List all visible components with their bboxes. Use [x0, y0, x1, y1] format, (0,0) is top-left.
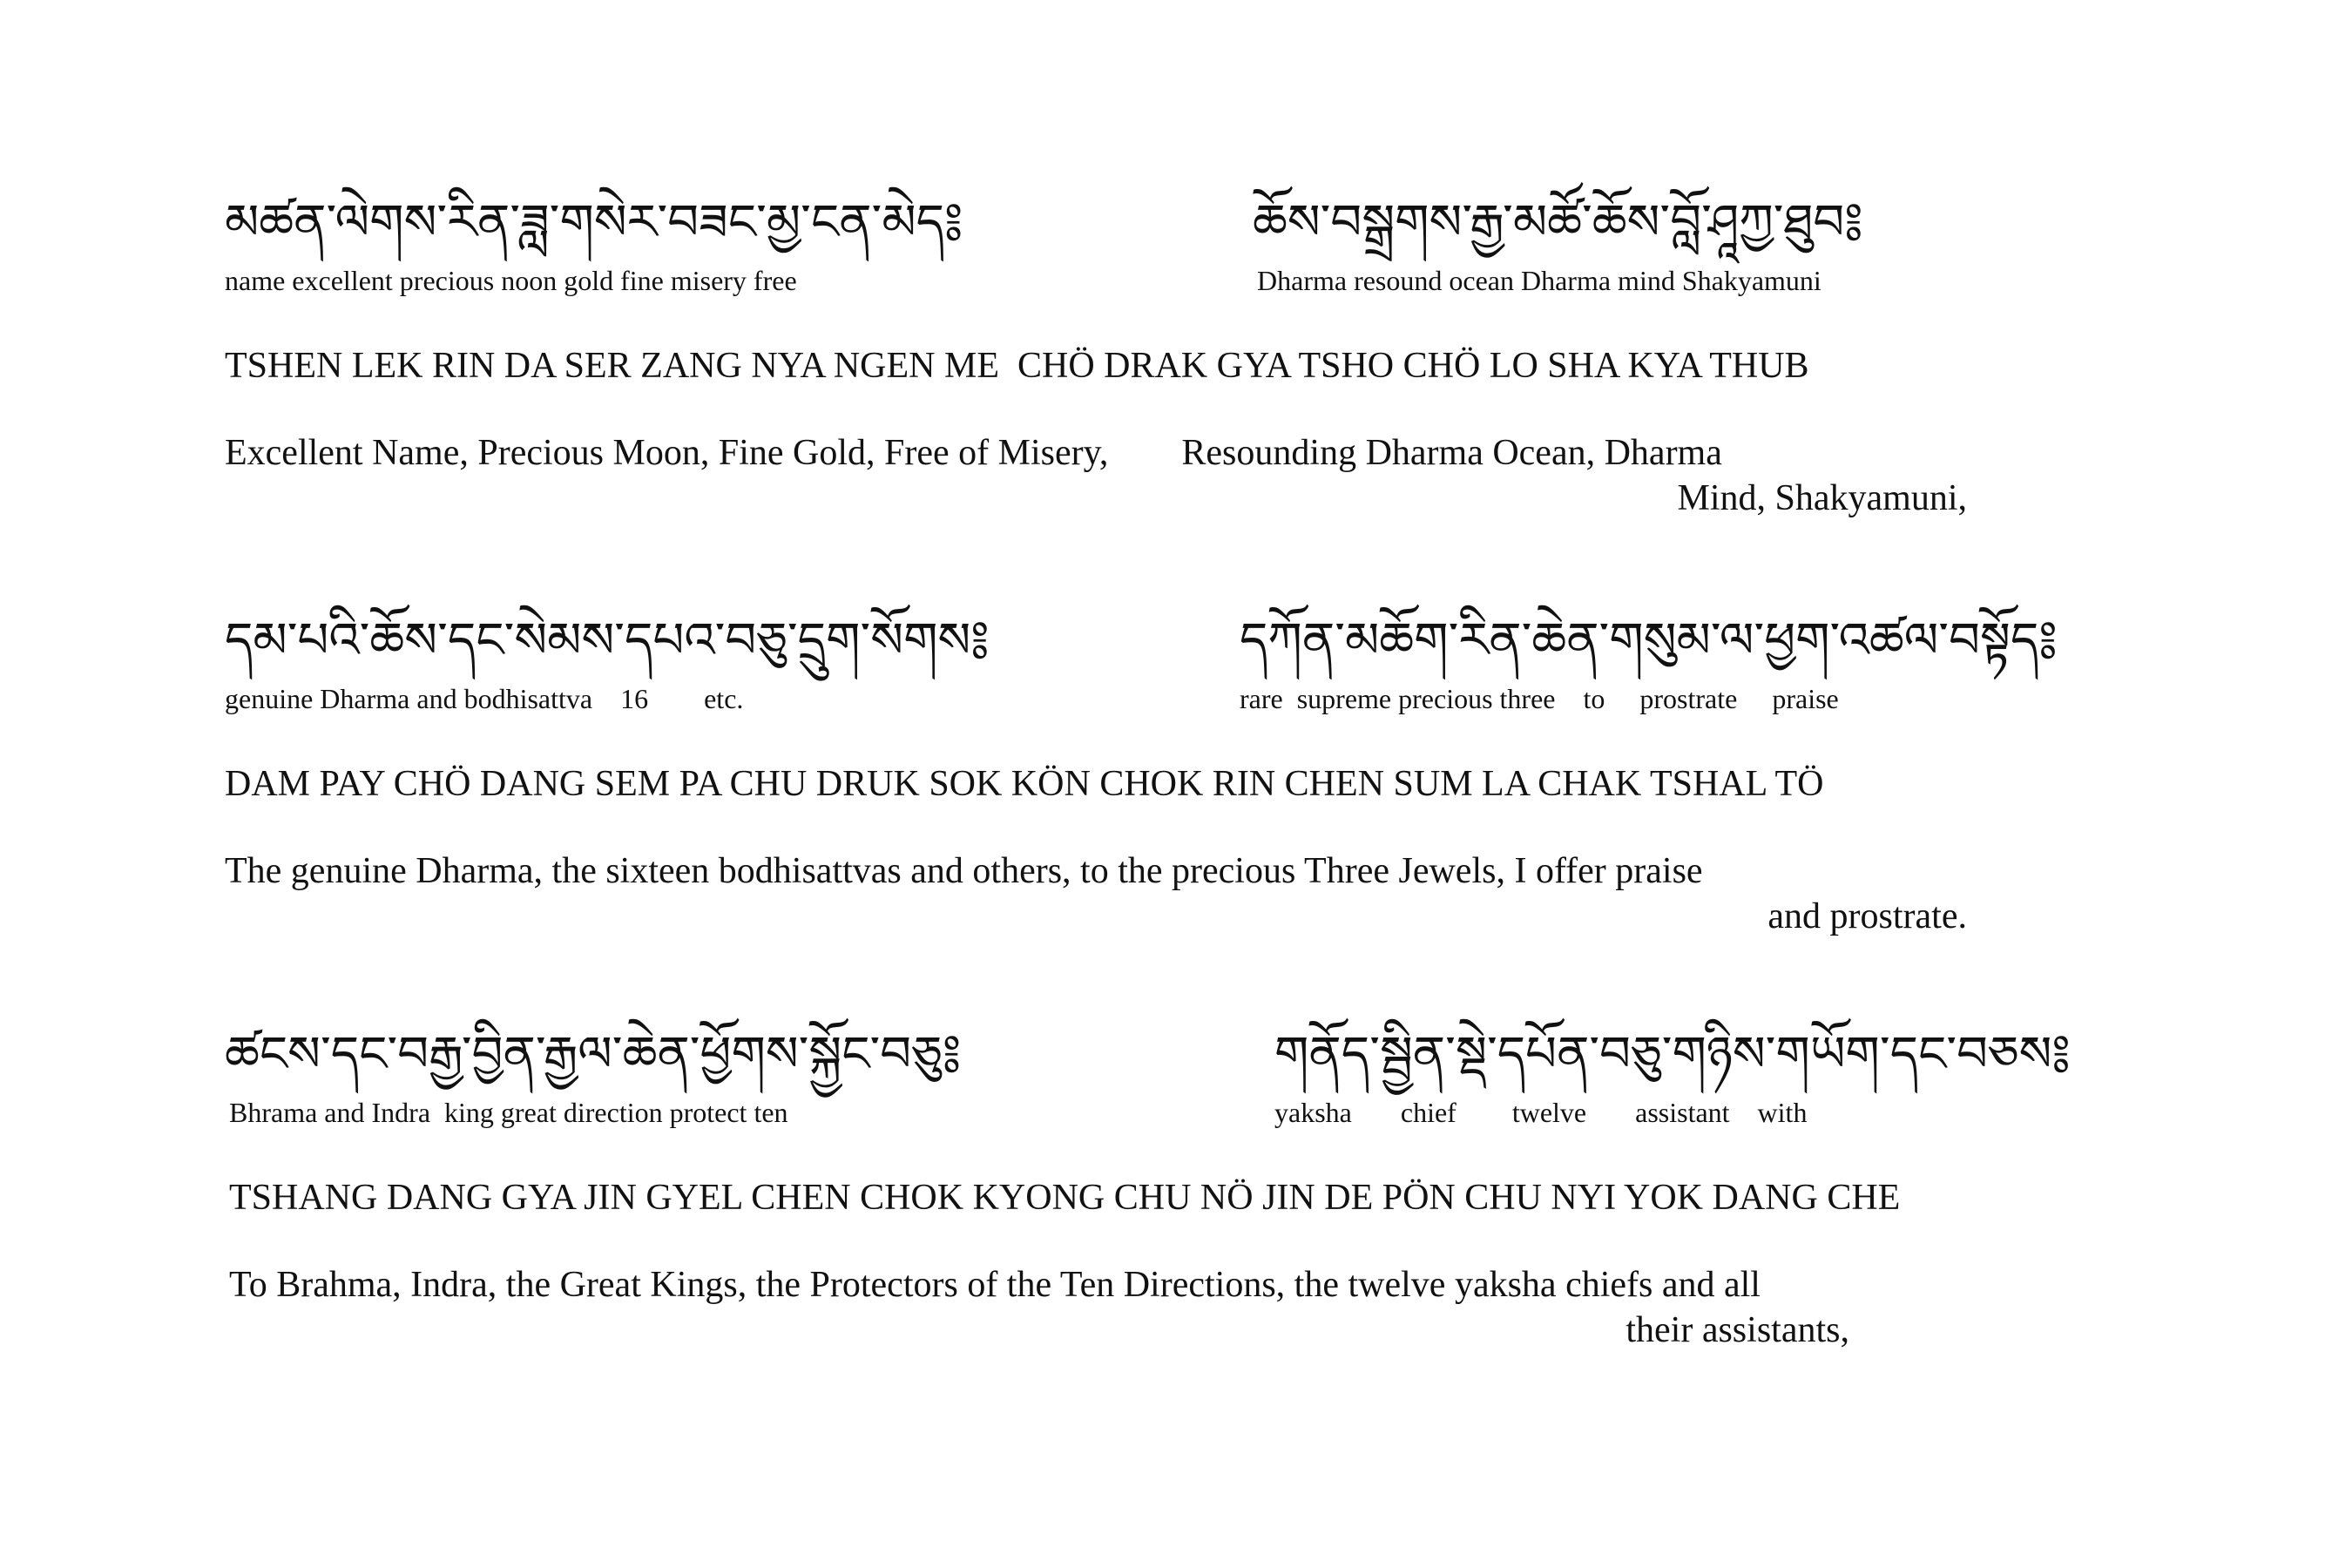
translation-line-2: their assistants, [1625, 1310, 1849, 1350]
translation [225, 848, 1967, 939]
gloss-right: Dharma resound ocean Dharma mind Shakyamuni [1257, 265, 1821, 296]
translation-line-2: and prostrate. [1767, 896, 1967, 936]
translation-line-2: Mind, Shakyamuni, [1677, 478, 1967, 518]
gloss-right: rare supreme precious three to prostrate praise [1240, 683, 1839, 714]
tibetan-text-left: དམ་པའི་ཆོས་དང་སེམས་དཔའ་བཅུ་དྲུག་སོགས༔ [225, 612, 990, 669]
translation-line-1: To Brahma, Indra, the Great Kings, the Protectors of the Ten Directions, the twelve yaksha chiefs and all [229, 1265, 1761, 1305]
phonetic-line: TSHEN LEK RIN DA SER ZANG NYA NGEN ME CHÖ DRAK GYA TSHO CHÖ LO SHA KYA THUB [225, 346, 1809, 386]
tibetan-text-left: མཚན་ལེགས་རིན་ཟླ་གསེར་བཟང་མྱ་ངན་མེད༔ [225, 194, 963, 251]
gloss-line [225, 679, 2037, 718]
tibetan-text-right: ཆོས་བསྒྲགས་རྒྱ་མཚོ་ཆོས་བློ་ཤཱཀྱ་ཐུབ༔ [1253, 194, 1863, 251]
translation [229, 1262, 1849, 1353]
verse-3 [225, 1024, 2071, 1353]
gloss-line [225, 1093, 2037, 1132]
gloss-right: yaksha chief twelve assistant with [1274, 1097, 1808, 1128]
tibetan-line [225, 1024, 2071, 1086]
tibetan-text-right: གནོད་སྦྱིན་སྡེ་དཔོན་བཅུ་གཉིས་གཡོག་དང་བཅས༔ [1274, 1026, 2071, 1083]
translation [225, 430, 1967, 521]
translation-line-1: The genuine Dharma, the sixteen bodhisattvas and others, to the precious Three Jewels, I offer praise [225, 851, 1703, 891]
tibetan-line [225, 610, 2058, 672]
gloss-left: name excellent precious noon gold fine misery free [225, 265, 797, 296]
verse-1 [225, 192, 2037, 521]
tibetan-line [225, 192, 2037, 254]
gloss-line [225, 261, 2037, 300]
tibetan-text-right: དཀོན་མཆོག་རིན་ཆེན་གསུམ་ལ་ཕྱག་འཚལ་བསྟོད༔ [1240, 612, 2058, 669]
tibetan-text-left: ཚངས་དང་བརྒྱ་བྱིན་རྒྱལ་ཆེན་ཕྱོགས་སྐྱོང་བཅུ༔ [225, 1026, 962, 1083]
gloss-left: Bhrama and Indra king great direction protect ten [229, 1097, 788, 1128]
verse-2 [225, 610, 2058, 939]
phonetic-line: DAM PAY CHÖ DANG SEM PA CHU DRUK SOK KÖN CHOK RIN CHEN SUM LA CHAK TSHAL TÖ [225, 764, 1824, 804]
phonetic-line: TSHANG DANG GYA JIN GYEL CHEN CHOK KYONG CHU NÖ JIN DE PÖN CHU NYI YOK DANG CHE [229, 1178, 1901, 1218]
translation-line-1: Excellent Name, Precious Moon, Fine Gold, Free of Misery, Resounding Dharma Ocean, Dharma [225, 433, 1722, 473]
gloss-left: genuine Dharma and bodhisattva 16 etc. [225, 683, 744, 714]
